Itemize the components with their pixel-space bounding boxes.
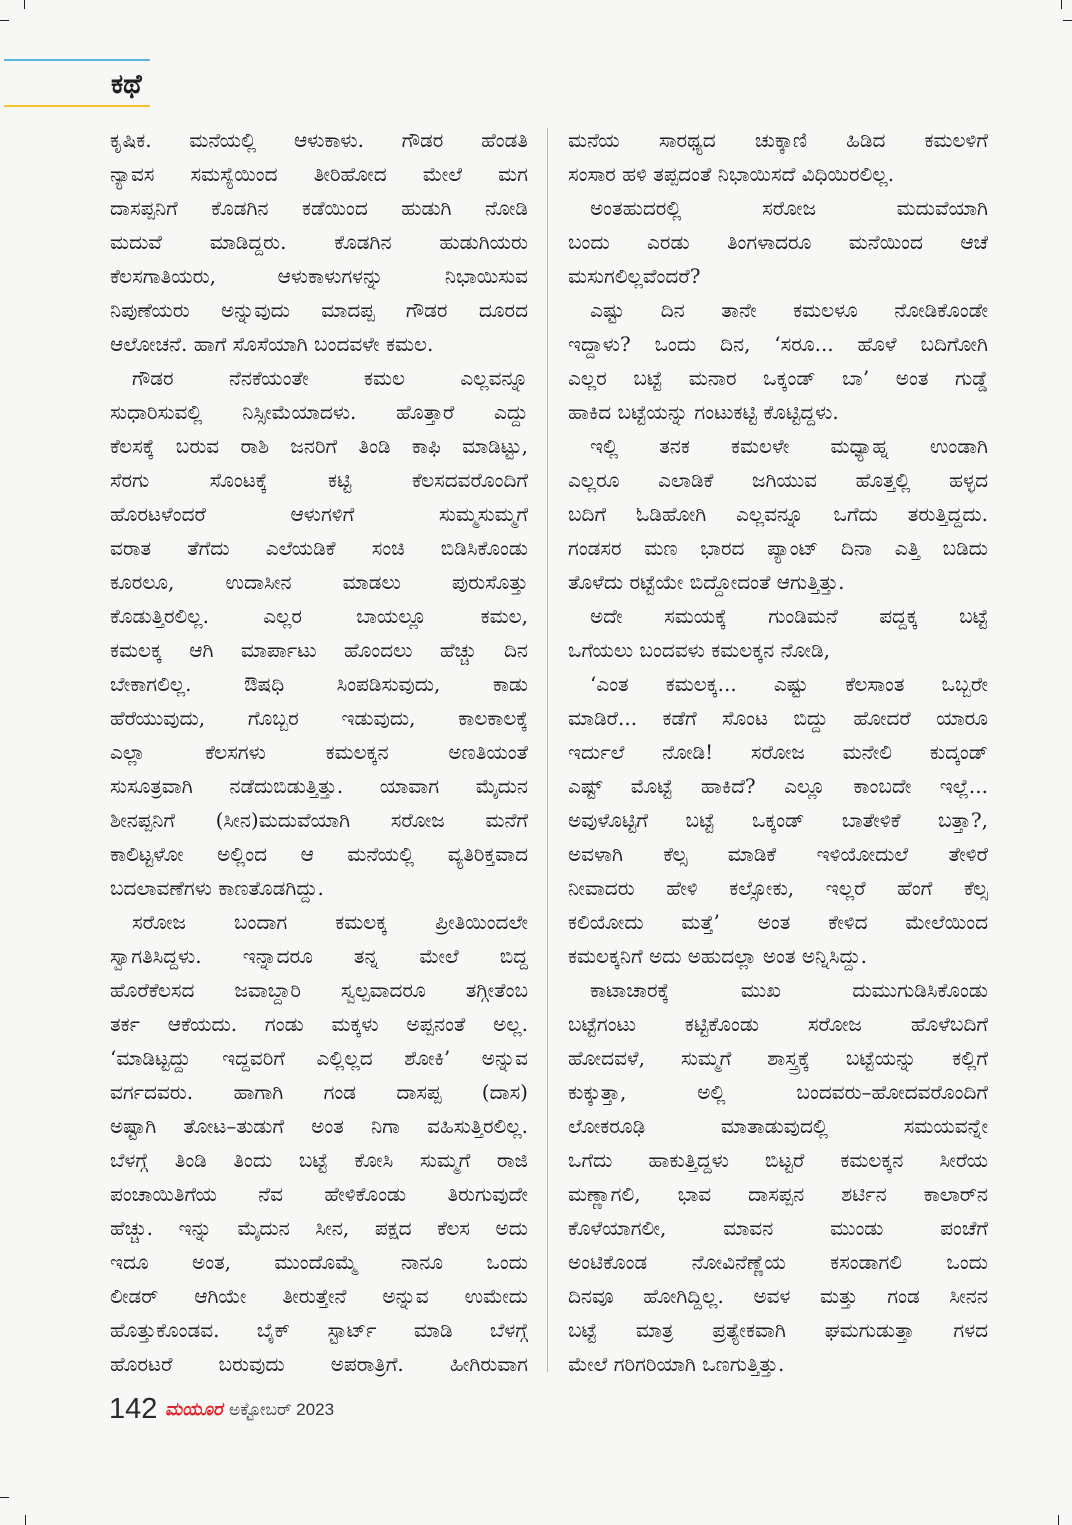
magazine-logo: ಮಯೂರ	[165, 1399, 223, 1419]
text-line: ಪಂಚಾಯಿತಿಗೆಯ ನೆವ ಹೇಳಿಕೊಂಡು ತಿರುಗುವುದೇ	[110, 1182, 528, 1206]
header-rule-top	[4, 59, 150, 61]
text-line: ಎಲ್ಲರ ಬಟ್ಟೆ ಮನಾರ ಒಕ್ಕಂಡ್ ಬಾ’ ಅಂತ ಗುಡ್ಡೆ	[568, 366, 988, 390]
page-number: 142	[109, 1393, 158, 1425]
text-line: ದಿನವೂ ಹೋಗಿದ್ದಿಲ್ಲ. ಅವಳ ಮತ್ತು ಗಂಡ ಸೀನನ	[568, 1284, 988, 1308]
crop-mark	[25, 1515, 26, 1525]
section-label: ಕಥೆ	[111, 69, 142, 100]
text-line: ಬೇಕಾಗಲಿಲ್ಲ. ಔಷಧಿ ಸಿಂಪಡಿಸುವುದು, ಕಾಡು	[110, 672, 528, 696]
text-line: ಬದಿಗೆ ಓಡಿಹೋಗಿ ಎಲ್ಲವನ್ನೂ ಒಗೆದು ತರುತ್ತಿದ್ದದು.	[568, 502, 988, 526]
text-line: ಸ್ವಾಗತಿಸಿದ್ದಳು. ಇನ್ನಾದರೂ ತನ್ನ ಮೇಲೆ ಬಿದ್ದ	[110, 944, 528, 968]
text-line: ಇರ್ದುಲೆ ನೋಡಿ! ಸರೋಜ ಮನೇಲಿ ಕುದ್ಕಂಡ್	[568, 740, 988, 764]
text-line: ಕೆಲಸಕ್ಕೆ ಬರುವ ರಾಶಿ ಜನರಿಗೆ ತಿಂಡಿ ಕಾಫಿ ಮಾಡಿಟ್ಟು,	[110, 434, 528, 458]
paragraph	[110, 123, 528, 361]
text-line: ಅದೇ ಸಮಯಕ್ಕೆ ಗುಂಡಿಮನೆ ಪದ್ದಕ್ಕ ಬಟ್ಟೆ	[590, 604, 988, 628]
text-line: ಎಲ್ಲರೂ ಎಲಾಡಿಕೆ ಜಗಿಯುವ ಹೊತ್ತಲ್ಲಿ ಹಳ್ಳದ	[568, 468, 988, 492]
text-line: ನೀವಾದರು ಹೇಳಿ ಕಲ್ಸೋಕು, ಇಲ್ಲರೆ ಹೆಂಗೆ ಕೆಲ್ಸ	[568, 876, 988, 900]
text-line: ತೊಳೆದು ರಟ್ಟೆಯೇ ಬಿದ್ದೋದಂತೆ ಆಗುತ್ತಿತ್ತು.	[568, 570, 845, 594]
text-line: ಗೌಡರ ನೆನಕೆಯಂತೇ ಕಮಲ ಎಲ್ಲವನ್ನೂ	[132, 366, 528, 390]
paragraph	[568, 191, 988, 293]
left-column	[110, 123, 528, 1381]
text-line: ಒಗೆದು ಹಾಕುತ್ತಿದ್ದಳು ಬಿಟ್ಟರೆ ಕಮಲಕ್ಕನ ಸೀರೆಯ	[568, 1148, 988, 1172]
crop-mark	[0, 1497, 9, 1498]
text-line: ಕುಕ್ಕುತ್ತಾ, ಅಲ್ಲಿ ಬಂದವರು–ಹೋದವರೊಂದಿಗೆ	[568, 1080, 988, 1104]
text-line: ಇಲ್ಲಿ ತನಕ ಕಮಲಳೇ ಮಧ್ಯಾಹ್ನ ಉಂಡಾಗಿ	[590, 434, 988, 458]
text-line: ನ್ಯಾವಸ ಸಮಸ್ಯೆಯಿಂದ ತೀರಿಹೋದ ಮೇಲೆ ಮಗ	[110, 162, 528, 186]
text-line: ಆಲೋಚನೆ. ಹಾಗೆ ಸೊಸೆಯಾಗಿ ಬಂದವಳೇ ಕಮಲ.	[110, 332, 434, 356]
text-line: ಮಾಡಿರೆ... ಕಡೆಗೆ ಸೊಂಟ ಬಿದ್ದು ಹೋದರೆ ಯಾರೂ	[568, 706, 988, 730]
text-line: ವರ್ಗದವರು. ಹಾಗಾಗಿ ಗಂಡ ದಾಸಪ್ಪ (ದಾಸ)	[110, 1080, 528, 1104]
text-line: ಬೆಳಗ್ಗೆ ತಿಂಡಿ ತಿಂದು ಬಟ್ಟೆ ಕೋಸಿ ಸುಮ್ಮಗೆ ರಾಜಿ	[110, 1148, 528, 1172]
text-line: ಹೊರಟಳೆಂದರೆ ಆಳುಗಳಿಗೆ ಸುಮ್ಮಸುಮ್ಮಗೆ	[110, 502, 528, 526]
text-line: ಅವಳಾಗಿ ಕೆಲ್ಸ ಮಾಡಿಕೆ ಇಳಿಯೋದುಲೆ ತೇಳಿರೆ	[568, 842, 988, 866]
text-line: ‘ಎಂತ ಕಮಲಕ್ಕ... ಎಷ್ಟು ಕೆಲಸಾಂತ ಒಬ್ಬರೇ	[590, 672, 988, 696]
text-line: ಅಂಟಿಕೊಂಡ ನೋವಿನೆಣ್ಣೆಯ ಕಸಂಡಾಗಲಿ ಒಂದು	[568, 1250, 988, 1274]
text-line: ಕೂರಲೂ, ಉದಾಸೀನ ಮಾಡಲು ಪುರುಸೊತ್ತು	[110, 570, 528, 594]
text-line: ಕೃಷಿಕ. ಮನೆಯಲ್ಲಿ ಆಳುಕಾಳು. ಗೌಡರ ಹೆಂಡತಿ	[110, 128, 528, 152]
text-line: ವರಾತ ತೆಗೆದು ಎಲೆಯಡಿಕೆ ಸಂಚಿ ಬಿಡಿಸಿಕೊಂಡು	[110, 536, 528, 560]
text-line: ನಿಪುಣೆಯರು ಅನ್ನುವುದು ಮಾದಪ್ಪ ಗೌಡರ ದೂರದ	[110, 298, 528, 322]
paragraph	[568, 667, 988, 973]
paragraph	[110, 361, 528, 905]
paragraph	[568, 123, 988, 191]
text-line: ಎಲ್ಲಾ ಕೆಲಸಗಳು ಕಮಲಕ್ಕನ ಅಣತಿಯಂತೆ	[110, 740, 528, 764]
text-line: ದಾಸಪ್ಪನಿಗೆ ಕೊಡಗಿನ ಕಡೆಯಿಂದ ಹುಡುಗಿ ನೋಡಿ	[110, 196, 528, 220]
text-line: ಕಾಟಾಚಾರಕ್ಕೆ ಮುಖ ದುಮುಗುಡಿಸಿಕೊಂಡು	[590, 978, 988, 1002]
text-line: ಇದ್ದಾಳು? ಒಂದು ದಿನ, ‘ಸರೂ... ಹೊಳೆ ಬದಿಗೋಗಿ	[568, 332, 988, 356]
crop-mark	[0, 20, 9, 21]
text-line: ಬಟ್ಟೆಗಂಟು ಕಟ್ಟಿಕೊಂಡು ಸರೋಜ ಹೊಳೆಬದಿಗೆ	[568, 1012, 988, 1036]
text-line: ತರ್ಕ ಆಕೆಯದು. ಗಂಡು ಮಕ್ಕಳು ಅಪ್ಪನಂತೆ ಅಲ್ಲ.	[110, 1012, 528, 1036]
text-line: ಒಗೆಯಲು ಬಂದವಳು ಕಮಲಕ್ಕನ ನೋಡಿ,	[568, 638, 831, 662]
text-line: ಹೆರೆಯುವುದು, ಗೊಬ್ಬರ ಇಡುವುದು, ಕಾಲಕಾಲಕ್ಕೆ	[110, 706, 528, 730]
paragraph	[110, 905, 528, 1381]
text-line: ಹೊರೆಕೆಲಸದ ಜವಾಬ್ದಾರಿ ಸ್ವಲ್ಪವಾದರೂ ತಗ್ಗೀತೆಂಬ	[110, 978, 528, 1002]
text-line: ಬದಲಾವಣೆಗಳು ಕಾಣತೊಡಗಿದ್ದು.	[110, 876, 324, 900]
text-line: ಎಷ್ಟು ದಿನ ತಾನೇ ಕಮಲಳೂ ನೋಡಿಕೊಂಡೇ	[590, 298, 988, 322]
text-line: ಲೀಡರ್ ಆಗಿಯೇ ತೀರುತ್ತೇನೆ ಅನ್ನುವ ಉಮೇದು	[110, 1284, 528, 1308]
paragraph	[568, 429, 988, 599]
text-line: ಅಷ್ಟಾಗಿ ತೋಟ–ತುಡುಗೆ ಅಂತ ನಿಗಾ ವಹಿಸುತ್ತಿರಲಿಲ್ಲ.	[110, 1114, 528, 1138]
text-line: ಸುಸೂತ್ರವಾಗಿ ನಡೆದುಬಿಡುತ್ತಿತ್ತು. ಯಾವಾಗ ಮೈದುನ	[110, 774, 528, 798]
column-divider	[547, 128, 548, 1372]
text-line: ‘ಮಾಡಿಟ್ಟದ್ದು ಇದ್ದವರಿಗೆ ಎಲ್ಲಿಲ್ಲದ ಶೋಕಿ’ ಅನ್ನುವ	[110, 1046, 528, 1070]
text-line: ಇದೂ ಅಂತ, ಮುಂದೊಮ್ಮೆ ನಾನೂ ಒಂದು	[110, 1250, 528, 1274]
text-line: ಶೀನಪ್ಪನಿಗೆ (ಸೀನ)ಮದುವೆಯಾಗಿ ಸರೋಜ ಮನೆಗೆ	[110, 808, 528, 832]
text-line: ಲೋಕರೂಢಿ ಮಾತಾಡುವುದಲ್ಲಿ ಸಮಯವನ್ನೇ	[568, 1114, 988, 1138]
header-rule-bottom	[4, 105, 150, 107]
issue-date: ಅಕ್ಟೋಬರ್ 2023	[229, 1400, 335, 1419]
text-line: ಹೆಚ್ಚು. ಇನ್ನು ಮೈದುನ ಸೀನ, ಪಕ್ಷದ ಕೆಲಸ ಅದು	[110, 1216, 528, 1240]
text-line: ಮೇಲೆ ಗರಿಗರಿಯಾಗಿ ಒಣಗುತ್ತಿತ್ತು.	[568, 1352, 785, 1376]
crop-mark	[1061, 0, 1062, 9]
text-line: ಸರೋಜ ಬಂದಾಗ ಕಮಲಕ್ಕ ಪ್ರೀತಿಯಿಂದಲೇ	[132, 910, 528, 934]
text-line: ಮಣ್ಣಾಗಲಿ, ಭಾವ ದಾಸಪ್ಪನ ಶರ್ಟಿನ ಕಾಲಾರ್‌ನ	[568, 1182, 988, 1206]
text-line: ಅಂತಹುದರಲ್ಲಿ ಸರೋಜ ಮದುವೆಯಾಗಿ	[590, 196, 988, 220]
text-line: ಹೋದವಳೆ, ಸುಮ್ಮಗೆ ಶಾಸ್ತ್ರಕ್ಕೆ ಬಟ್ಟೆಯನ್ನು ಕಲ್ಲಿಗೆ	[568, 1046, 988, 1070]
text-line: ಕಲಿಯೋದು ಮತ್ತೆ’ ಅಂತ ಕೇಳಿದ ಮೇಲೆಯಿಂದ	[568, 910, 988, 934]
text-line: ಸುಧಾರಿಸುವಲ್ಲಿ ನಿಸ್ಸೀಮೆಯಾದಳು. ಹೊತ್ತಾರೆ ಎದ್ದು	[110, 400, 528, 424]
text-line: ಬಟ್ಟೆ ಮಾತ್ರ ಪ್ರತ್ಯೇಕವಾಗಿ ಘಮಗುಡುತ್ತಾ ಗಳದ	[568, 1318, 988, 1342]
text-line: ಗಂಡಸರ ಮಣ ಭಾರದ ಪ್ಯಾಂಟ್ ದಿನಾ ಎತ್ತಿ ಬಡಿದು	[568, 536, 988, 560]
text-line: ಮಸುಗಲಿಲ್ಲವೆಂದರೆ?	[568, 264, 701, 288]
text-line: ಹೊರಟರೆ ಬರುವುದು ಅಪರಾತ್ರಿಗೆ. ಹೀಗಿರುವಾಗ	[110, 1352, 528, 1376]
text-line: ಮದುವೆ ಮಾಡಿದ್ದರು. ಕೊಡಗಿನ ಹುಡುಗಿಯರು	[110, 230, 528, 254]
text-line: ಹೊತ್ತುಕೊಂಡವ. ಬೈಕ್ ಸ್ಟಾರ್ಟ್ ಮಾಡಿ ಬೆಳಗ್ಗೆ	[110, 1318, 528, 1342]
text-line: ಅವುಳೊಟ್ಟಿಗೆ ಬಟ್ಟೆ ಒಕ್ಕಂಡ್ ಬಾತೇಳಿಕೆ ಬತ್ತಾ?,	[568, 808, 988, 832]
text-line: ಸಂಸಾರ ಹಳಿ ತಪ್ಪದಂತೆ ನಿಭಾಯಿಸದೆ ವಿಧಿಯಿರಲಿಲ್ಲ.	[568, 162, 895, 186]
text-line: ಸೆರಗು ಸೊಂಟಕ್ಕೆ ಕಟ್ಟಿ ಕೆಲಸದವರೊಂದಿಗೆ	[110, 468, 528, 492]
text-line: ಹಾಕಿದ ಬಟ್ಟೆಯನ್ನು ಗಂಟುಕಟ್ಟಿ ಕೊಟ್ಟಿದ್ದಳು.	[568, 400, 839, 424]
crop-mark	[1063, 20, 1072, 21]
text-line: ಕೊಳೆಯಾಗಲೀ, ಮಾವನ ಮುಂಡು ಪಂಚೆಗೆ	[568, 1216, 988, 1240]
crop-mark	[1058, 1515, 1059, 1525]
paragraph	[568, 599, 988, 667]
right-column	[568, 123, 988, 1381]
crop-mark	[24, 0, 25, 9]
text-line: ಎಷ್ಟ್ ಮೊಟ್ಟೆ ಹಾಕಿದೆ? ಎಲ್ಲೂ ಕಾಂಬದೇ ಇಲ್ಲೆ...	[568, 774, 988, 798]
paragraph	[568, 973, 988, 1381]
text-line: ಕೊಡುತ್ತಿರಲಿಲ್ಲ. ಎಲ್ಲರ ಬಾಯಲ್ಲೂ ಕಮಲ,	[110, 604, 528, 628]
text-line: ಕೆಲಸಗಾತಿಯರು, ಆಳುಕಾಳುಗಳನ್ನು ನಿಭಾಯಿಸುವ	[110, 264, 528, 288]
text-line: ಬಂದು ಎರಡು ತಿಂಗಳಾದರೂ ಮನೆಯಿಂದ ಆಚೆ	[568, 230, 988, 254]
text-line: ಕಮಲಕ್ಕನಿಗೆ ಅದು ಅಹುದಲ್ಲಾ ಅಂತ ಅನ್ನಿಸಿದ್ದು.	[568, 944, 867, 968]
text-line: ಕಮಲಕ್ಕ ಆಗಿ ಮಾರ್ಪಾಟು ಹೊಂದಲು ಹೆಚ್ಚು ದಿನ	[110, 638, 528, 662]
text-line: ಮನೆಯ ಸಾರಥ್ಯದ ಚುಕ್ಕಾಣಿ ಹಿಡಿದ ಕಮಲಳಿಗೆ	[568, 128, 988, 152]
text-line: ಕಾಲಿಟ್ಟಳೋ ಅಲ್ಲಿಂದ ಆ ಮನೆಯಲ್ಲಿ ವ್ಯತಿರಿಕ್ತವಾದ	[110, 842, 528, 866]
paragraph	[568, 293, 988, 429]
